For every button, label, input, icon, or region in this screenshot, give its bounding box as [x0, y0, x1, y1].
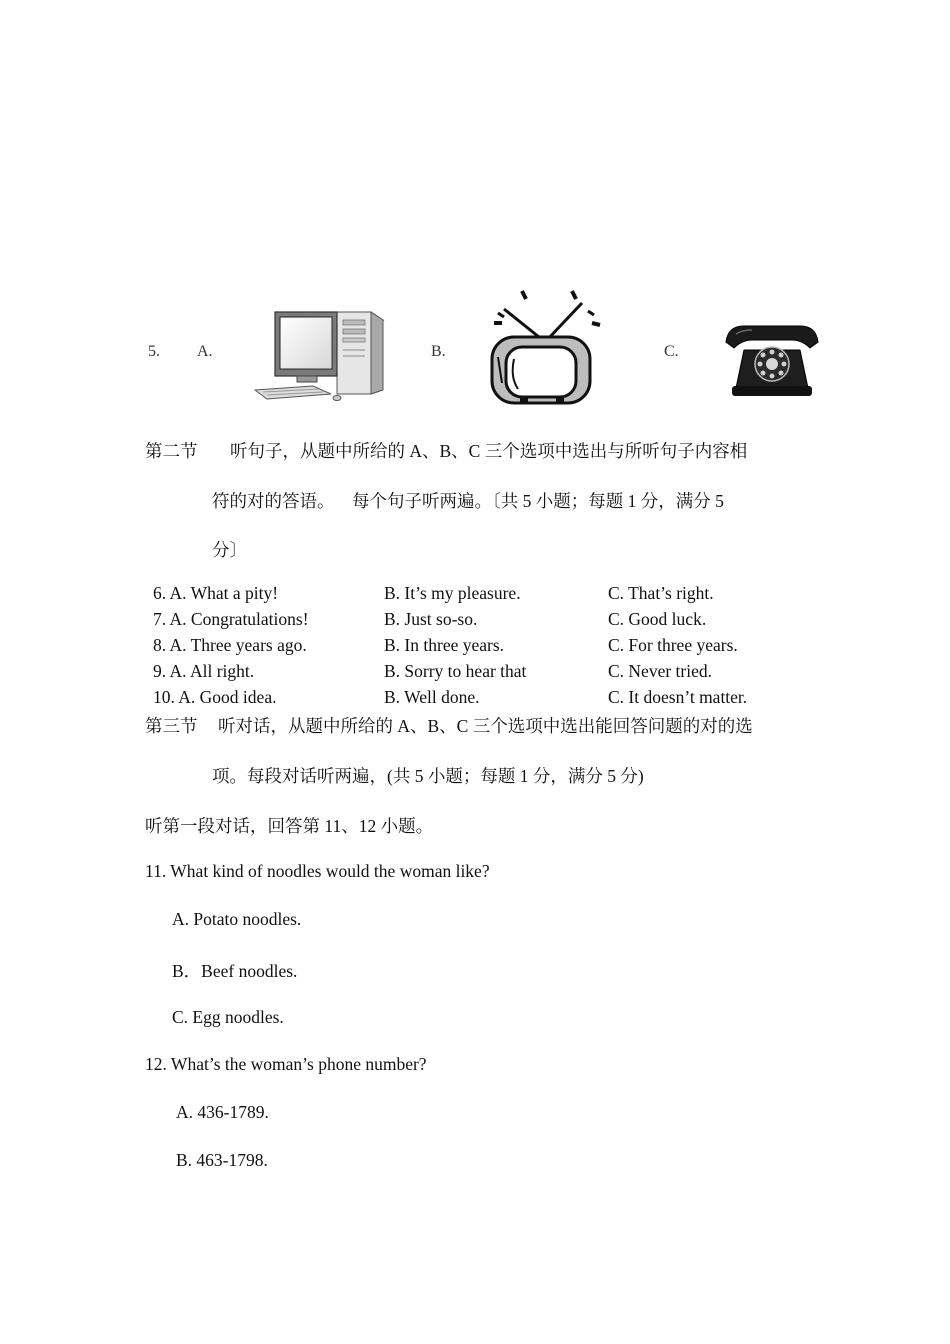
option-c: C. That’s right. [608, 583, 714, 603]
section2-instruction-line3: 分〕 [212, 540, 247, 560]
section3-heading: 第三节 [145, 716, 198, 736]
question-11: 11. What kind of noodles would the woman like? [145, 861, 490, 881]
option-b: B. It’s my pleasure. [384, 583, 521, 603]
computer-icon [253, 286, 388, 401]
option-a: 7. A. Congratulations! [153, 609, 309, 629]
q12-option-b: B. 463-1798. [176, 1150, 268, 1170]
section3-instruction-line1: 听对话，从题中所给的 A、B、C 三个选项中选出能回答问题的对的选 [218, 716, 753, 736]
option-c: C. For three years. [608, 635, 738, 655]
option-a: 10. A. Good idea. [153, 687, 277, 707]
option-a: 6. A. What a pity! [153, 583, 279, 603]
option-b: B. Well done. [384, 687, 480, 707]
q12-option-a: A. 436-1789. [176, 1102, 269, 1122]
dialog-intro: 听第一段对话，回答第 11、12 小题。 [145, 816, 434, 836]
question-12: 12. What’s the woman’s phone number? [145, 1054, 427, 1074]
q11-option-a: A. Potato noodles. [172, 909, 302, 929]
q11-option-c: C. Egg noodles. [172, 1007, 284, 1027]
option-c: C. Good luck. [608, 609, 707, 629]
q5-number: 5. [148, 343, 160, 360]
option-b: B. In three years. [384, 635, 505, 655]
telephone-icon [722, 320, 822, 400]
section2-heading: 第二节 [145, 441, 198, 461]
option-c: C. Never tried. [608, 661, 712, 681]
q11-option-b: B．Beef noodles. [172, 961, 298, 981]
television-icon [486, 285, 611, 410]
option-b: B. Sorry to hear that [384, 661, 527, 681]
q5-option-a-label: A. [197, 343, 213, 360]
q5-option-b-label: B. [431, 343, 446, 360]
q5-option-c-label: C. [664, 343, 679, 360]
option-b: B. Just so-so. [384, 609, 478, 629]
option-a: 8. A. Three years ago. [153, 635, 307, 655]
section2-instruction-line1: 听句子，从题中所给的 A、B、C 三个选项中选出与所听句子内容相 [230, 441, 748, 461]
section3-instruction-line2: 项。每段对话听两遍，(共 5 小题；每题 1 分，满分 5 分) [212, 766, 644, 786]
section2-instruction-line2: 符的对的答语。 每个句子听两遍。〔共 5 小题；每题 1 分，满分 5 [212, 491, 724, 511]
option-a: 9. A. All right. [153, 661, 255, 681]
option-c: C. It doesn’t matter. [608, 687, 748, 707]
